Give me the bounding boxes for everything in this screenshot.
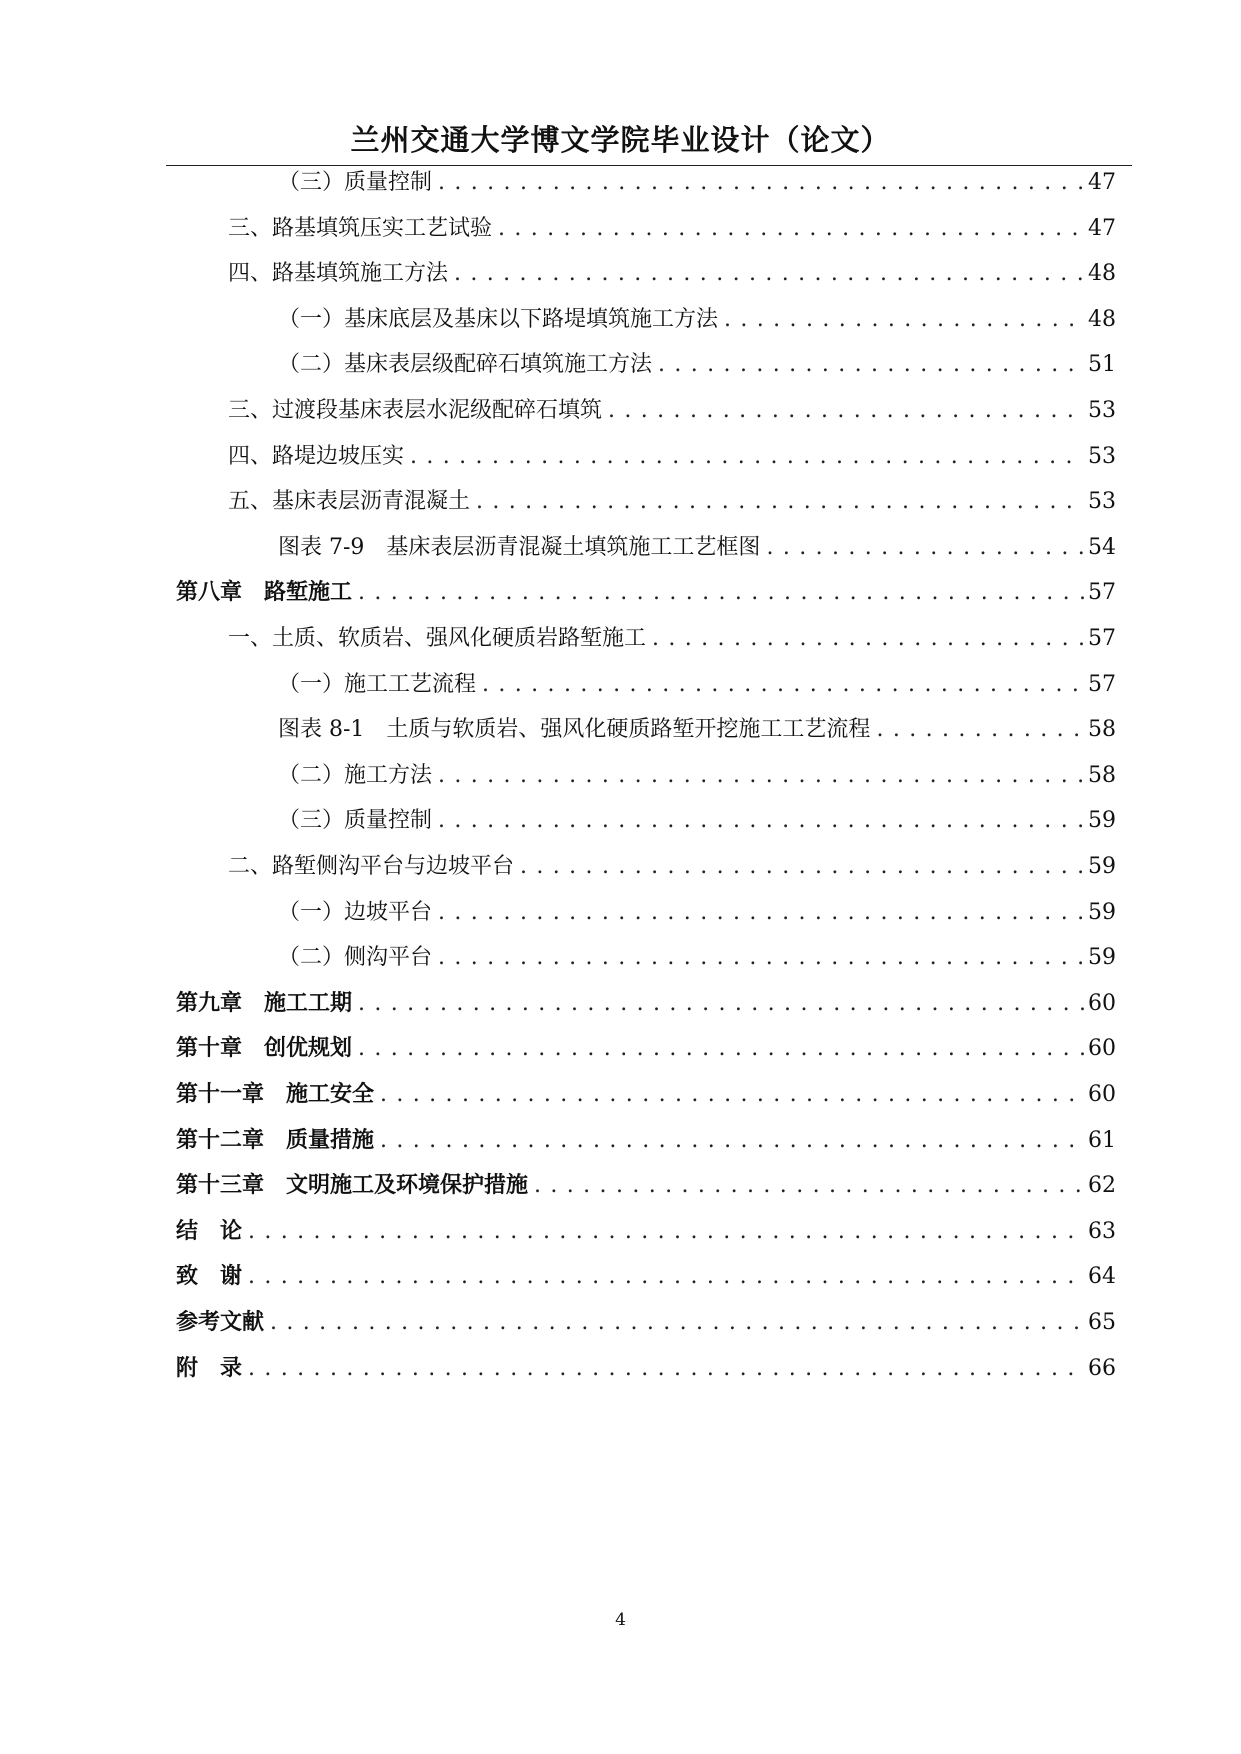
toc-dot-leader	[658, 345, 1084, 385]
toc-entry-page: 61	[1088, 1127, 1116, 1153]
toc-entry-page: 60	[1088, 1082, 1116, 1107]
toc-entry[interactable]	[0, 619, 1241, 659]
toc-entry-page: 60	[1088, 990, 1116, 1016]
toc-entry-title: 第八章 路堑施工	[176, 580, 353, 606]
toc-dot-leader	[520, 847, 1084, 887]
toc-entry-title: 致 谢	[176, 1264, 243, 1290]
toc-entry-title: 附 录	[176, 1355, 243, 1381]
toc-entry-title: 四、路基填筑施工方法	[228, 261, 449, 287]
toc-entry[interactable]	[0, 437, 1241, 477]
toc-entry[interactable]	[0, 1303, 1241, 1343]
toc-entry-title: （一）施工工艺流程	[278, 671, 477, 697]
toc-entry-page: 63	[1088, 1218, 1116, 1244]
toc-entry-page: 47	[1088, 170, 1116, 195]
toc-entry[interactable]	[0, 984, 1241, 1024]
toc-entry-page: 53	[1088, 443, 1116, 469]
toc-entry[interactable]	[0, 391, 1241, 431]
toc-entry-title: （三）质量控制	[278, 808, 433, 834]
toc-dot-leader	[438, 938, 1084, 978]
toc-entry-page: 60	[1088, 1036, 1116, 1062]
toc-entry-title: （一）基床底层及基床以下路堤填筑施工方法	[278, 306, 719, 332]
toc-entry[interactable]	[0, 893, 1241, 933]
toc-entry-page: 66	[1088, 1355, 1116, 1381]
toc-entry-page: 65	[1088, 1310, 1116, 1335]
toc-entry[interactable]	[0, 665, 1241, 705]
toc-dot-leader	[248, 1257, 1084, 1297]
toc-entry[interactable]	[0, 1075, 1241, 1115]
toc-entry[interactable]	[0, 1029, 1241, 1069]
toc-entry[interactable]	[0, 300, 1241, 340]
toc-entry-page: 59	[1088, 899, 1116, 925]
toc-dot-leader	[482, 665, 1084, 705]
toc-entry-title: 图表 8-1 土质与软质岩、强风化硬质路堑开挖施工工艺流程	[278, 717, 871, 743]
toc-dot-leader	[248, 1349, 1084, 1389]
toc-entry-title: 一、土质、软质岩、强风化硬质岩路堑施工	[228, 626, 647, 651]
toc-dot-leader	[380, 1075, 1084, 1115]
toc-dot-leader	[498, 209, 1084, 249]
toc-entry-title: 三、过渡段基床表层水泥级配碎石填筑	[228, 398, 603, 423]
toc-entry-page: 58	[1088, 717, 1116, 743]
toc-entry[interactable]	[0, 163, 1241, 203]
toc-entry-title: 第十二章 质量措施	[176, 1127, 375, 1153]
toc-dot-leader	[410, 437, 1084, 477]
toc-entry-title: 五、基床表层沥青混凝土	[228, 489, 471, 515]
toc-entry-page: 64	[1088, 1264, 1116, 1290]
toc-dot-leader	[438, 756, 1084, 796]
toc-entry-title: 四、路堤边坡压实	[228, 443, 405, 469]
toc-entry-page: 53	[1088, 489, 1116, 515]
toc-entry-page: 47	[1088, 215, 1116, 241]
toc-entry-title: （二）侧沟平台	[278, 945, 433, 971]
toc-dot-leader	[766, 528, 1084, 568]
toc-entry-title: 第十章 创优规划	[176, 1036, 353, 1062]
toc-entry[interactable]	[0, 756, 1241, 796]
page-header-title: 兰州交通大学博文学院毕业设计（论文）	[350, 123, 891, 157]
toc-entry[interactable]	[0, 1212, 1241, 1252]
toc-entry-page: 59	[1088, 854, 1116, 879]
toc-entry-title: （一）边坡平台	[278, 899, 433, 925]
toc-entry-title: 结 论	[176, 1218, 243, 1244]
toc-dot-leader	[270, 1303, 1084, 1343]
toc-dot-leader	[248, 1212, 1084, 1252]
toc-dot-leader	[380, 1121, 1084, 1161]
toc-dot-leader	[534, 1166, 1084, 1206]
toc-entry-title: 图表 7-9 基床表层沥青混凝土填筑施工工艺框图	[278, 534, 761, 560]
toc-dot-leader	[608, 391, 1084, 431]
toc-entry[interactable]	[0, 1121, 1241, 1161]
toc-dot-leader	[438, 893, 1084, 933]
toc-entry[interactable]	[0, 209, 1241, 249]
toc-entry[interactable]	[0, 482, 1241, 522]
toc-dot-leader	[652, 619, 1084, 659]
toc-entry[interactable]	[0, 938, 1241, 978]
toc-entry-title: （二）施工方法	[278, 762, 433, 788]
toc-entry-page: 58	[1088, 762, 1116, 788]
toc-dot-leader	[438, 801, 1084, 841]
toc-entry[interactable]	[0, 847, 1241, 887]
toc-entry-page: 48	[1088, 306, 1116, 332]
toc-entry-title: 第九章 施工工期	[176, 990, 353, 1016]
toc-entry[interactable]	[0, 528, 1241, 568]
toc-entry[interactable]	[0, 573, 1241, 613]
toc-entry-page: 57	[1088, 671, 1116, 697]
toc-entry[interactable]	[0, 801, 1241, 841]
toc-entry-page: 54	[1088, 534, 1116, 560]
toc-dot-leader	[358, 984, 1084, 1024]
toc-entry-title: 第十一章 施工安全	[176, 1082, 375, 1107]
toc-dot-leader	[876, 710, 1084, 750]
toc-entry[interactable]	[0, 1257, 1241, 1297]
toc-dot-leader	[438, 163, 1084, 203]
toc-entry-title: 三、路基填筑压实工艺试验	[228, 215, 493, 241]
toc-entry-title: 参考文献	[176, 1310, 265, 1335]
toc-dot-leader	[358, 1029, 1084, 1069]
toc-dot-leader	[358, 573, 1084, 613]
toc-entry-page: 59	[1088, 808, 1116, 834]
toc-entry[interactable]	[0, 1349, 1241, 1389]
toc-entry[interactable]	[0, 1166, 1241, 1206]
toc-entry-title: （二）基床表层级配碎石填筑施工方法	[278, 352, 653, 378]
page-number: 4	[615, 1610, 626, 1630]
toc-entry-page: 48	[1088, 261, 1116, 287]
toc-entry-page: 53	[1088, 398, 1116, 423]
toc-entry-page: 57	[1088, 626, 1116, 651]
toc-entry-page: 62	[1088, 1173, 1116, 1199]
toc-entry[interactable]	[0, 345, 1241, 385]
toc-dot-leader	[454, 254, 1084, 294]
toc-entry-page: 59	[1088, 945, 1116, 971]
toc-dot-leader	[724, 300, 1084, 340]
toc-dot-leader	[476, 482, 1084, 522]
toc-entry[interactable]	[0, 710, 1241, 750]
toc-entry-title: （三）质量控制	[278, 170, 433, 195]
toc-entry-title: 二、路堑侧沟平台与边坡平台	[228, 854, 515, 879]
toc-entry[interactable]	[0, 254, 1241, 294]
toc-entry-page: 57	[1088, 580, 1116, 606]
toc-entry-title: 第十三章 文明施工及环境保护措施	[176, 1173, 529, 1199]
toc-entry-page: 51	[1088, 352, 1116, 378]
